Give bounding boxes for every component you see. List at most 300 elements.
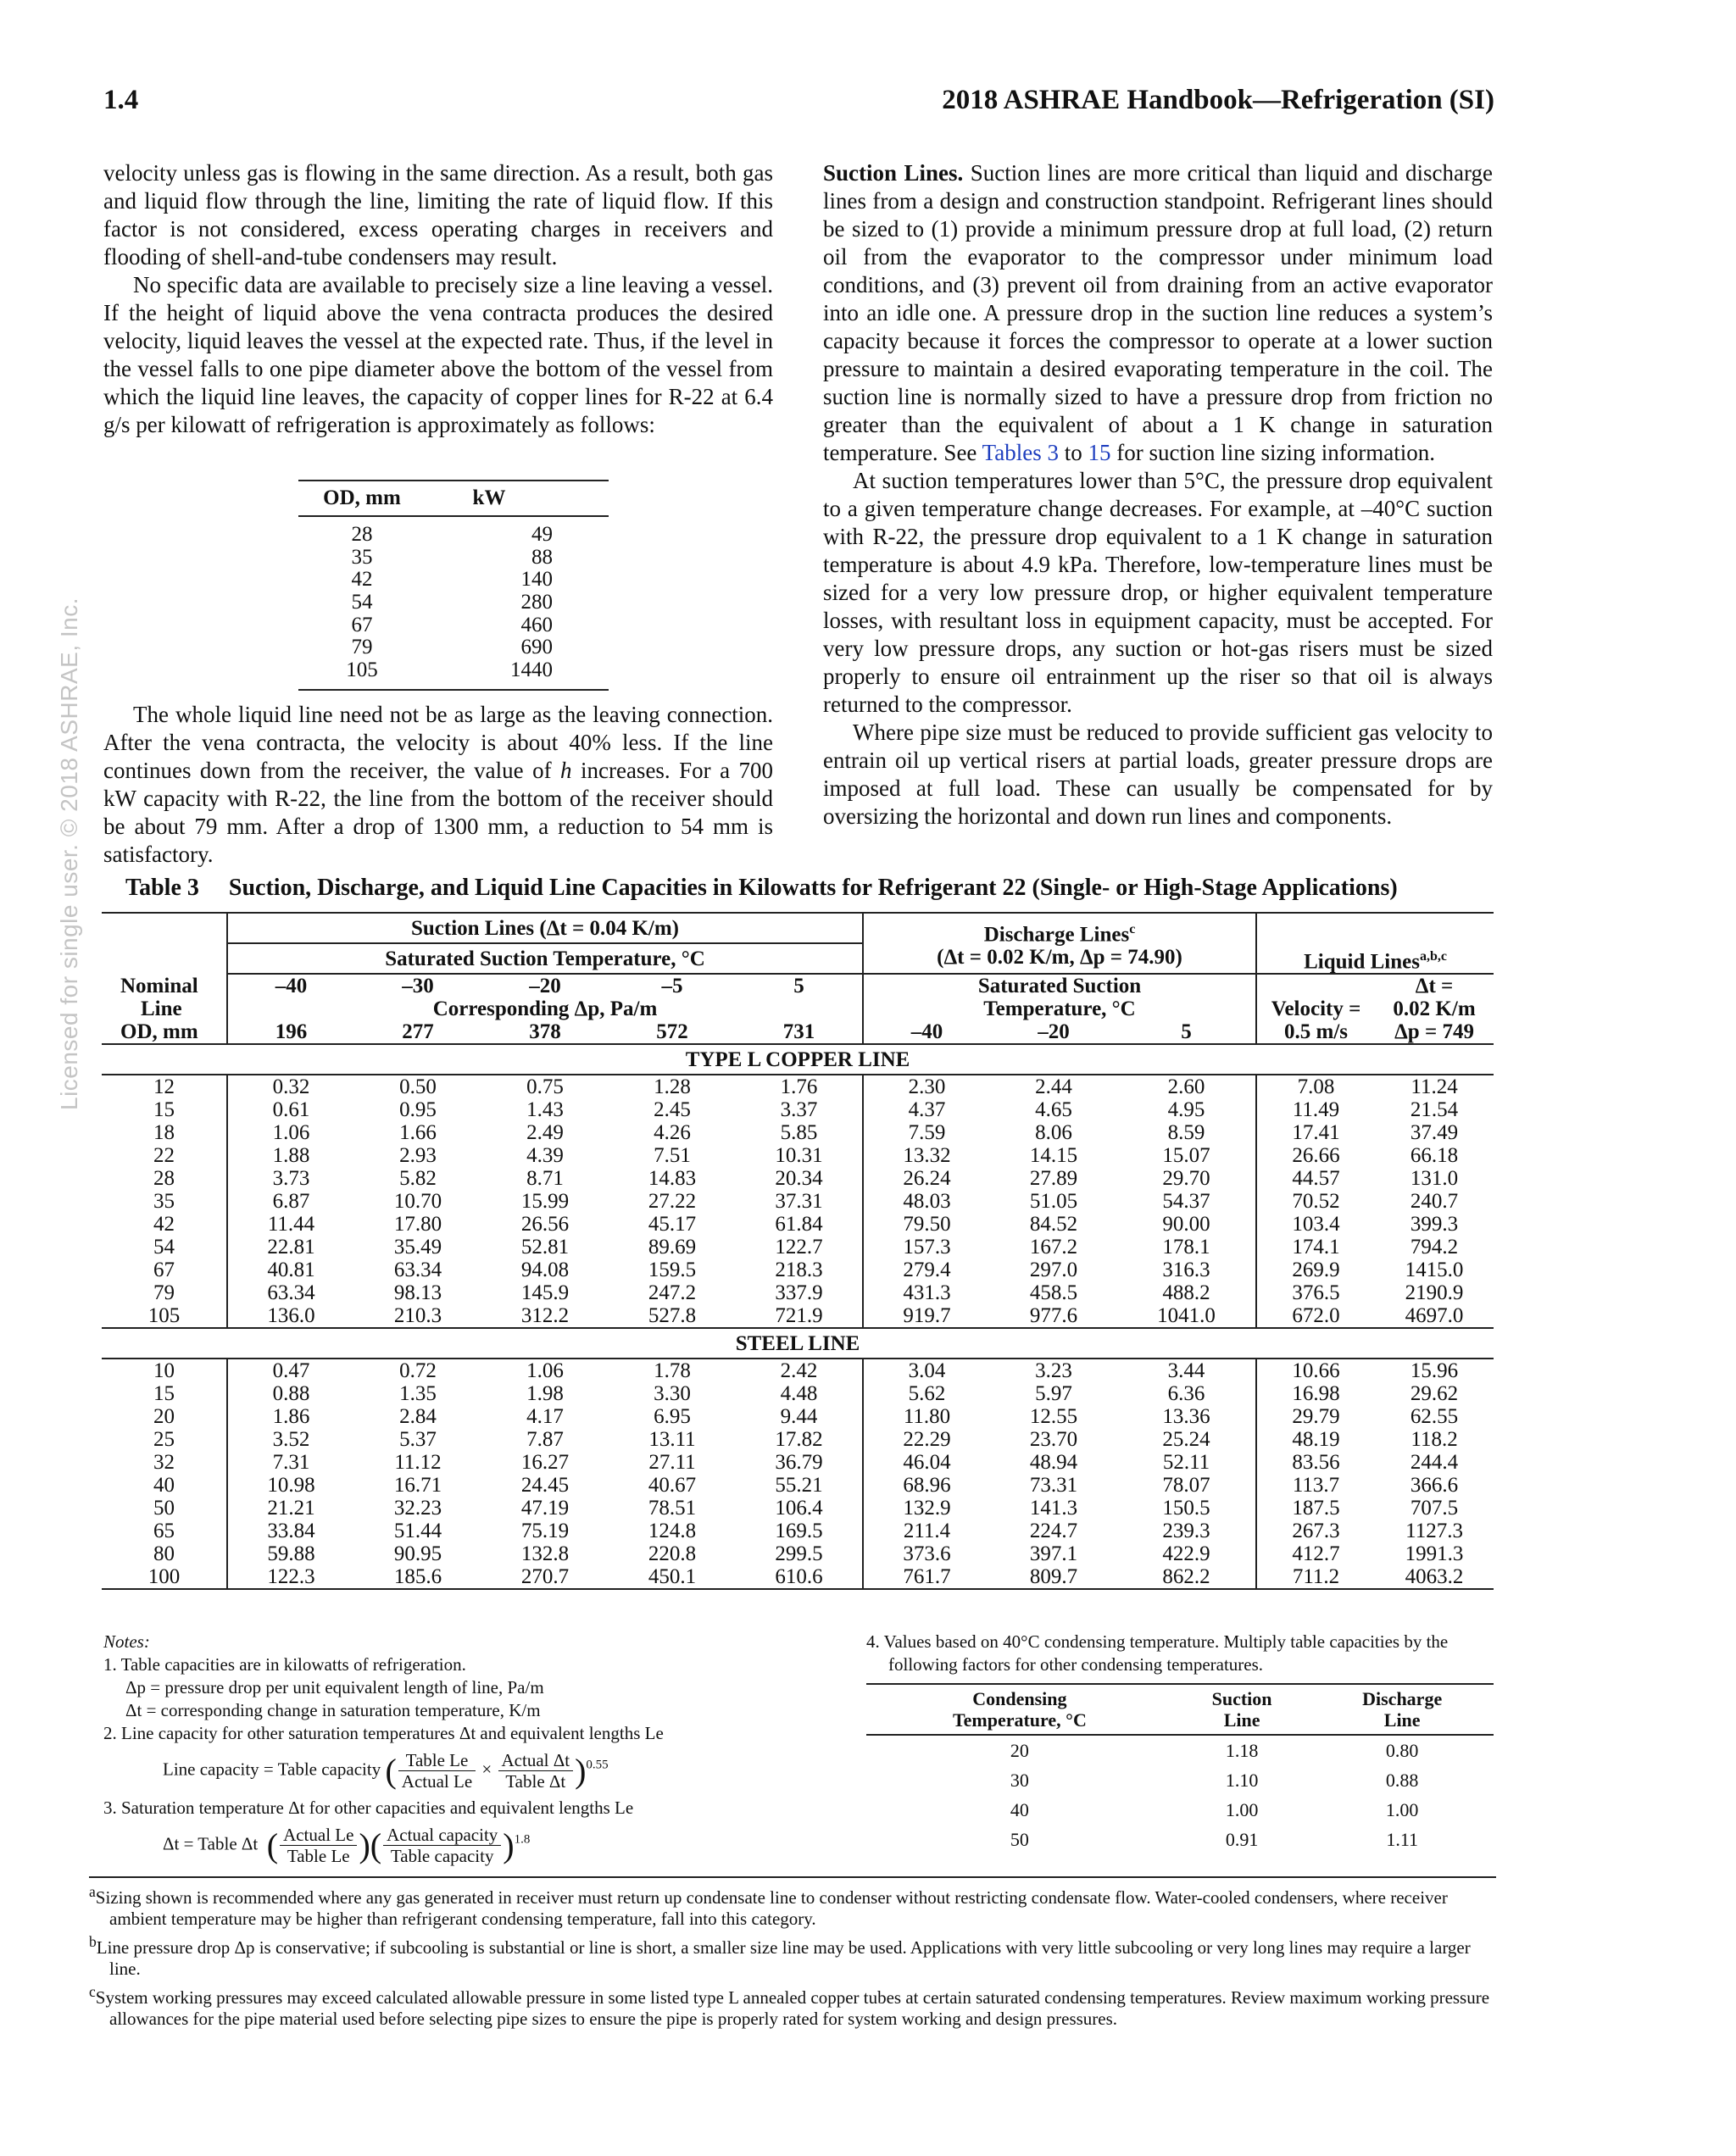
capacity-cell: 94.08 bbox=[520, 1259, 570, 1281]
capacity-table bbox=[102, 912, 1494, 1590]
table-15-link[interactable]: 15 bbox=[1088, 440, 1111, 465]
capacity-cell: 5.62 bbox=[908, 1382, 946, 1405]
capacity-cell: 1.28 bbox=[654, 1075, 691, 1098]
table-caption: Suction, Discharge, and Liquid Line Capacities in Kilowatts for Refrigerant 22 (Single- or High-Stage Applications) bbox=[228, 875, 1398, 901]
capacity-cell: 124.8 bbox=[648, 1520, 697, 1542]
od-mm-label: OD, mm bbox=[120, 1020, 198, 1043]
capacity-cell: 73.31 bbox=[1029, 1474, 1078, 1497]
kw-header: kW bbox=[472, 486, 506, 509]
cond-suction-header: Suction Line bbox=[1211, 1688, 1272, 1731]
capacity-cell: 79.50 bbox=[903, 1213, 951, 1236]
kw-cell: 1440 bbox=[510, 658, 553, 682]
capacity-cell: 210.3 bbox=[354, 1304, 481, 1328]
right-paragraph-2: At suction temperatures lower than 5°C, the pressure drop equivalent to a given temperature change decreases. For example, at –40°C suction with R-22, the pressure drop equivalent to a 1 K change in saturation temperature is about 4.9 kPa. Therefore, low-temperature lines must be sized for a very low pressure drop, or higher equivalent temperature losses, with resultant loss in equipment capacity, must be accepted. For very low pressure drops, any suction or hot-gas risers must be sized properly to ensure oil entrainment up the riser so that oil is always returned to the compressor. bbox=[823, 468, 1493, 717]
capacity-cell: 1.98 bbox=[526, 1382, 564, 1405]
condensing-cell: 1.10 bbox=[1225, 1770, 1259, 1791]
capacity-cell: 13.11 bbox=[648, 1428, 696, 1451]
copper-row bbox=[102, 1281, 1494, 1304]
discharge-sub-label: (Δt = 0.02 K/m, Δp = 74.90) bbox=[937, 946, 1182, 970]
capacity-cell: 707.5 bbox=[1410, 1497, 1459, 1520]
capacity-cell: 106.4 bbox=[736, 1497, 863, 1520]
kw-cell: 690 bbox=[520, 636, 553, 659]
kw-cell: 88 bbox=[531, 545, 553, 569]
capacity-cell: 52.81 bbox=[520, 1236, 570, 1259]
capacity-cell: 27.22 bbox=[648, 1190, 697, 1213]
capacity-cell: 4.37 bbox=[908, 1098, 946, 1121]
capacity-cell: 141.3 bbox=[1029, 1497, 1078, 1520]
f2-exp: 1.8 bbox=[514, 1832, 531, 1847]
suction-temp-3: –20 bbox=[481, 974, 609, 997]
capacity-cell: 16.98 bbox=[1292, 1382, 1340, 1405]
copper-row bbox=[102, 1259, 1494, 1281]
od-kw-row bbox=[298, 659, 609, 682]
capacity-cell: 3.44 bbox=[1117, 1359, 1256, 1382]
capacity-cell: 13.36 bbox=[1117, 1405, 1256, 1428]
capacity-cell: 1.86 bbox=[272, 1405, 310, 1428]
condensing-cell: 1.18 bbox=[1225, 1740, 1259, 1761]
discharge-temp-2: –20 bbox=[1038, 1020, 1070, 1043]
capacity-cell: 1.76 bbox=[736, 1075, 863, 1098]
capacity-cell: 2190.9 bbox=[1405, 1281, 1464, 1304]
od-cell: 79 bbox=[351, 636, 373, 659]
capacity-cell: 24.45 bbox=[520, 1474, 570, 1497]
od-cell: 12 bbox=[102, 1075, 227, 1098]
f1-exp: 0.55 bbox=[586, 1758, 609, 1772]
capacity-cell: 239.3 bbox=[1117, 1520, 1256, 1542]
f1-num1: Table Le bbox=[398, 1750, 476, 1771]
capacity-cell: 8.59 bbox=[1117, 1121, 1256, 1144]
od-cell: 32 bbox=[102, 1451, 227, 1474]
capacity-cell: 63.34 bbox=[267, 1281, 315, 1304]
suction-dp-3: 378 bbox=[529, 1020, 561, 1043]
suction-group-header: Suction Lines (Δt = 0.04 K/m) bbox=[227, 913, 863, 943]
to-word: to bbox=[1064, 440, 1082, 465]
capacity-cell: 169.5 bbox=[736, 1520, 863, 1542]
capacity-cell: 7.08 bbox=[1297, 1075, 1335, 1098]
od-cell: 10 bbox=[102, 1359, 227, 1382]
capacity-cell: 40.67 bbox=[648, 1474, 697, 1497]
capacity-cell: 12.55 bbox=[1029, 1405, 1078, 1428]
capacity-cell: 919.7 bbox=[863, 1304, 990, 1328]
steel-row bbox=[102, 1382, 1494, 1405]
capacity-cell: 4063.2 bbox=[1375, 1565, 1494, 1589]
note-2: 2. Line capacity for other saturation temperatures Δt and equivalent lengths Le bbox=[103, 1723, 664, 1743]
suction-temp-1: –40 bbox=[227, 974, 354, 997]
capacity-cell: 11.24 bbox=[1410, 1075, 1458, 1098]
capacity-cell: 527.8 bbox=[609, 1304, 736, 1328]
capacity-cell: 0.72 bbox=[399, 1359, 437, 1382]
capacity-cell: 240.7 bbox=[1410, 1190, 1459, 1213]
capacity-cell: 0.88 bbox=[272, 1382, 310, 1405]
footnotes bbox=[89, 1876, 1496, 2031]
capacity-cell: 6.95 bbox=[654, 1405, 691, 1428]
condensing-cell: 30 bbox=[1010, 1770, 1029, 1791]
od-cell: 67 bbox=[102, 1259, 227, 1281]
capacity-cell: 3.23 bbox=[1035, 1359, 1072, 1382]
capacity-cell: 10.66 bbox=[1292, 1359, 1340, 1382]
capacity-cell: 26.66 bbox=[1292, 1144, 1340, 1167]
capacity-cell: 2.30 bbox=[908, 1075, 946, 1098]
capacity-cell: 15.96 bbox=[1410, 1359, 1459, 1382]
nominal-label: Nominal bbox=[120, 975, 198, 997]
condensing-cell: 40 bbox=[1010, 1799, 1029, 1820]
capacity-cell: 610.6 bbox=[736, 1565, 863, 1589]
capacity-cell: 1.06 bbox=[526, 1359, 564, 1382]
capacity-cell: 5.97 bbox=[1035, 1382, 1072, 1405]
capacity-cell: 2.93 bbox=[399, 1144, 437, 1167]
capacity-cell: 0.75 bbox=[526, 1075, 564, 1098]
capacity-cell: 6.87 bbox=[272, 1190, 310, 1213]
capacity-cell: 20.34 bbox=[736, 1167, 863, 1190]
capacity-cell: 22.29 bbox=[903, 1428, 951, 1451]
formula-1: Line capacity = Table capacity ( $\frac{\text{Table Le}}{\text{Actual Le}}$ × $\frac{\text{Actual Δt}}{\text{Table Δt}}$ )$^{0.55}$ bbox=[163, 1750, 609, 1792]
capacity-cell: 761.7 bbox=[863, 1565, 990, 1589]
capacity-cell: 46.04 bbox=[903, 1451, 951, 1474]
capacity-cell: 16.27 bbox=[520, 1451, 570, 1474]
steel-row bbox=[102, 1451, 1494, 1474]
left-paragraph-2: No specific data are available to precisely size a line leaving a vessel. If the height of liquid above the vena contracta produces the desired velocity, liquid leaves the vessel at the expected rate. Thus, if the level in the vessel falls to one pipe diameter above the bottom of the vessel from which the liquid line leaves, the capacity of copper lines for R-22 at 6.4 g/s per kilowatt of refrigeration is approximately as follows: bbox=[103, 272, 773, 437]
suction-temp-2: –30 bbox=[354, 974, 481, 997]
capacity-cell: 51.05 bbox=[1029, 1190, 1078, 1213]
capacity-cell: 70.52 bbox=[1292, 1190, 1340, 1213]
capacity-cell: 15.07 bbox=[1117, 1144, 1256, 1167]
suction-dp-4: 572 bbox=[656, 1020, 688, 1043]
capacity-cell: 312.2 bbox=[481, 1304, 609, 1328]
od-cell: 18 bbox=[102, 1121, 227, 1144]
capacity-cell: 711.2 bbox=[1256, 1565, 1375, 1589]
running-title: 2018 ASHRAE Handbook—Refrigeration (SI) bbox=[942, 85, 1494, 115]
capacity-cell: 159.5 bbox=[648, 1259, 697, 1281]
steel-row bbox=[102, 1405, 1494, 1428]
copper-row bbox=[102, 1213, 1494, 1236]
right-paragraph-1 bbox=[823, 159, 1493, 467]
capacity-cell: 1.78 bbox=[654, 1359, 691, 1382]
capacity-cell: 4.39 bbox=[526, 1144, 564, 1167]
notes-title: Notes: bbox=[103, 1631, 150, 1652]
od-cell: 28 bbox=[102, 1167, 227, 1190]
capacity-cell: 11.12 bbox=[394, 1451, 442, 1474]
capacity-cell: 3.37 bbox=[736, 1098, 863, 1121]
capacity-cell: 89.69 bbox=[648, 1236, 697, 1259]
capacity-cell: 672.0 bbox=[1256, 1304, 1375, 1328]
capacity-cell: 1415.0 bbox=[1405, 1259, 1464, 1281]
kw-cell: 49 bbox=[531, 523, 553, 546]
od-cell: 20 bbox=[102, 1405, 227, 1428]
od-cell: 22 bbox=[102, 1144, 227, 1167]
od-cell: 40 bbox=[102, 1474, 227, 1497]
capacity-cell: 17.41 bbox=[1292, 1121, 1340, 1144]
capacity-cell: 7.31 bbox=[272, 1451, 310, 1474]
liquid-group-label: Liquid Lines bbox=[1304, 950, 1420, 973]
capacity-cell: 54.37 bbox=[1117, 1190, 1256, 1213]
table-label: Table 3 bbox=[125, 875, 199, 901]
capacity-cell: 75.19 bbox=[520, 1520, 570, 1542]
f2-den2: Table capacity bbox=[390, 1846, 494, 1866]
capacity-cell: 5.85 bbox=[736, 1121, 863, 1144]
capacity-cell: 63.34 bbox=[393, 1259, 442, 1281]
capacity-cell: 136.0 bbox=[227, 1304, 354, 1328]
copper-row bbox=[102, 1075, 1494, 1098]
capacity-cell: 185.6 bbox=[354, 1565, 481, 1589]
condensing-factor-table bbox=[866, 1683, 1494, 1854]
capacity-cell: 267.3 bbox=[1292, 1520, 1340, 1542]
liquid-group-header bbox=[1256, 913, 1494, 974]
capacity-cell: 399.3 bbox=[1410, 1213, 1459, 1236]
f1-num2: Actual Δt bbox=[498, 1750, 574, 1771]
capacity-cell: 10.70 bbox=[393, 1190, 442, 1213]
capacity-cell: 61.84 bbox=[736, 1213, 863, 1236]
capacity-cell: 48.94 bbox=[1029, 1451, 1078, 1474]
capacity-cell: 1041.0 bbox=[1117, 1304, 1256, 1328]
capacity-cell: 422.9 bbox=[1117, 1542, 1256, 1565]
capacity-cell: 26.24 bbox=[903, 1167, 951, 1190]
copper-row bbox=[102, 1167, 1494, 1190]
condensing-cell: 0.91 bbox=[1225, 1829, 1259, 1850]
suction-text-end: for suction line sizing information. bbox=[1116, 440, 1435, 465]
capacity-cell: 862.2 bbox=[1117, 1565, 1256, 1589]
condensing-row bbox=[866, 1735, 1494, 1765]
capacity-cell: 22.81 bbox=[267, 1236, 315, 1259]
capacity-cell: 5.37 bbox=[399, 1428, 437, 1451]
capacity-cell: 68.96 bbox=[903, 1474, 951, 1497]
capacity-cell: 7.59 bbox=[908, 1121, 946, 1144]
suction-dp-label: Corresponding Δp, Pa/m bbox=[227, 997, 863, 1020]
steel-row bbox=[102, 1359, 1494, 1382]
capacity-cell: 0.61 bbox=[272, 1098, 310, 1121]
note-4: 4. Values based on 40°C condensing temperature. Multiply table capacities by the following factors for other condensing temperatures. bbox=[866, 1631, 1449, 1675]
discharge-temp-label-1: Saturated Suction bbox=[977, 975, 1142, 997]
copper-row bbox=[102, 1236, 1494, 1259]
capacity-cell: 11.49 bbox=[1292, 1098, 1340, 1121]
od-header: OD, mm bbox=[323, 486, 401, 509]
steel-row bbox=[102, 1428, 1494, 1451]
note-3: 3. Saturation temperature Δt for other capacities and equivalent lengths Le bbox=[103, 1798, 634, 1818]
capacity-cell: 13.32 bbox=[903, 1144, 951, 1167]
capacity-cell: 52.11 bbox=[1117, 1451, 1256, 1474]
capacity-cell: 0.50 bbox=[399, 1075, 437, 1098]
capacity-cell: 66.18 bbox=[1410, 1144, 1459, 1167]
suction-text: Suction lines are more critical than liquid and discharge lines from a design and construction standpoint. Refrigerant lines should be sized to (1) provide a minimum pressure drop at full load, (2) return oil from the evaporator to the compressor under minimum load conditions, and (3) prevent oil from draining from an active evaporator into an idle one. A pressure drop in the suction line reduces a system’s capacity because it forces the compressor to operate at a lower suction pressure to maintain a desired evaporating temperature in the coil. The suction line is normally sized to have a pressure drop from friction no greater than the equivalent of about a 1 K change in saturation temperature. See bbox=[823, 160, 1494, 465]
capacity-cell: 103.4 bbox=[1292, 1213, 1340, 1236]
steel-row bbox=[102, 1497, 1494, 1520]
capacity-cell: 51.44 bbox=[393, 1520, 442, 1542]
capacity-cell: 1.43 bbox=[526, 1098, 564, 1121]
capacity-cell: 3.52 bbox=[272, 1428, 310, 1451]
capacity-cell: 2.60 bbox=[1117, 1075, 1256, 1098]
steel-section-label: STEEL LINE bbox=[735, 1331, 860, 1355]
capacity-cell: 1.35 bbox=[399, 1382, 437, 1405]
note-1b: Δt = corresponding change in saturation temperature, K/m bbox=[125, 1700, 541, 1720]
capacity-cell: 1991.3 bbox=[1405, 1542, 1464, 1565]
f2-den1: Table Le bbox=[287, 1846, 350, 1866]
condensing-row bbox=[866, 1825, 1494, 1854]
od-cell: 35 bbox=[351, 545, 373, 569]
capacity-cell: 44.57 bbox=[1292, 1167, 1340, 1190]
od-cell: 100 bbox=[102, 1565, 227, 1589]
capacity-cell: 2.49 bbox=[526, 1121, 564, 1144]
copper-row bbox=[102, 1190, 1494, 1213]
tables-3-link[interactable]: Tables 3 bbox=[982, 440, 1060, 465]
capacity-cell: 59.88 bbox=[267, 1542, 315, 1565]
footnote-c: $^c$System working pressures may exceed calculated allowable pressure in some listed type L annealed copper tubes at certain saturated condensing temperatures. Review maximum working pressure allowances for the pipe material used before selecting pipe sizes to ensure the pipe is properly rated for system working and design pressures. bbox=[89, 1983, 1490, 2029]
right-paragraph-3: Where pipe size must be reduced to provide sufficient gas velocity to entrain oil up vertical risers at partial loads, greater pressure drops are imposed at full load. These can usually be compensated for by oversizing the horizontal and down run lines and components. bbox=[823, 720, 1493, 829]
od-kw-row bbox=[298, 547, 609, 570]
capacity-cell: 1127.3 bbox=[1405, 1520, 1463, 1542]
capacity-cell: 14.83 bbox=[648, 1167, 697, 1190]
capacity-cell: 3.30 bbox=[654, 1382, 691, 1405]
capacity-cell: 122.7 bbox=[736, 1236, 863, 1259]
steel-row bbox=[102, 1520, 1494, 1542]
capacity-cell: 157.3 bbox=[903, 1236, 951, 1259]
footnote-a: $^a$Sizing shown is recommended where any gas generated in receiver must return up condensate line to condenser without restricting condensate flow. Water-cooled condensers, where receiver ambient temperature may be higher than refrigerant condensing temperature, fall into this category. bbox=[89, 1883, 1448, 1929]
cond-discharge-header: Discharge Line bbox=[1362, 1688, 1443, 1731]
kw-cell: 280 bbox=[520, 591, 553, 614]
capacity-cell: 29.70 bbox=[1117, 1167, 1256, 1190]
left-paragraph-3: The whole liquid line need not be as large as the leaving connection. After the vena contracta, the velocity is about 40% less. If the line continues down from the receiver, the value of h increases. For a 700 kW capacity with R-22, the line from the bottom of the receiver should be about 79 mm. After a drop of 1300 mm, a reduction to 54 mm is satisfactory. bbox=[103, 702, 774, 867]
capacity-cell: 721.9 bbox=[736, 1304, 863, 1328]
steel-row bbox=[102, 1565, 1494, 1589]
liquid-dt-header bbox=[1375, 974, 1494, 1044]
dt-value: 0.02 K/m bbox=[1393, 997, 1476, 1020]
discharge-temp-3: 5 bbox=[1117, 1020, 1256, 1044]
od-cell: 65 bbox=[102, 1520, 227, 1542]
capacity-cell: 4697.0 bbox=[1375, 1304, 1494, 1328]
capacity-cell: 37.49 bbox=[1410, 1121, 1459, 1144]
capacity-cell: 2.84 bbox=[399, 1405, 437, 1428]
capacity-cell: 794.2 bbox=[1410, 1236, 1459, 1259]
condensing-row bbox=[866, 1795, 1494, 1825]
copper-row bbox=[102, 1144, 1494, 1167]
od-cell: 50 bbox=[102, 1497, 227, 1520]
capacity-cell: 397.1 bbox=[1029, 1542, 1078, 1565]
table-3-title bbox=[125, 875, 1398, 902]
capacity-cell: 48.03 bbox=[903, 1190, 951, 1213]
page-number: 1.4 bbox=[103, 85, 139, 115]
capacity-cell: 450.1 bbox=[609, 1565, 736, 1589]
left-paragraph-1: velocity unless gas is flowing in the same direction. As a result, both gas and liquid flow through the line, limiting the rate of liquid flow. If this factor is not considered, excess operating charges in receivers and flooding of shell-and-tube condensers may result. bbox=[103, 160, 773, 270]
copper-section-label: TYPE L COPPER LINE bbox=[685, 1047, 910, 1071]
suction-subgroup-header: Saturated Suction Temperature, °C bbox=[227, 943, 863, 974]
capacity-cell: 15.99 bbox=[520, 1190, 570, 1213]
capacity-cell: 279.4 bbox=[903, 1259, 951, 1281]
capacity-cell: 78.07 bbox=[1117, 1474, 1256, 1497]
capacity-cell: 1.06 bbox=[272, 1121, 310, 1144]
capacity-cell: 21.21 bbox=[267, 1497, 315, 1520]
capacity-cell: 145.9 bbox=[520, 1281, 570, 1304]
od-kw-row bbox=[298, 636, 609, 659]
capacity-cell: 2.45 bbox=[654, 1098, 691, 1121]
capacity-cell: 11.44 bbox=[267, 1213, 315, 1236]
capacity-cell: 3.04 bbox=[908, 1359, 946, 1382]
capacity-cell: 431.3 bbox=[903, 1281, 951, 1304]
note-1: 1. Table capacities are in kilowatts of refrigeration. bbox=[103, 1654, 466, 1675]
condensing-cell: 1.11 bbox=[1386, 1829, 1419, 1850]
capacity-cell: 37.31 bbox=[736, 1190, 863, 1213]
discharge-sup: c bbox=[1129, 921, 1136, 936]
capacity-cell: 977.6 bbox=[990, 1304, 1117, 1328]
steel-row bbox=[102, 1474, 1494, 1497]
capacity-cell: 297.0 bbox=[1029, 1259, 1078, 1281]
capacity-cell: 2.44 bbox=[1035, 1075, 1072, 1098]
od-kw-row bbox=[298, 524, 609, 547]
capacity-cell: 150.5 bbox=[1117, 1497, 1256, 1520]
capacity-cell: 90.95 bbox=[393, 1542, 442, 1565]
capacity-cell: 118.2 bbox=[1410, 1428, 1458, 1451]
capacity-cell: 2.42 bbox=[736, 1359, 863, 1382]
capacity-cell: 7.51 bbox=[654, 1144, 691, 1167]
capacity-cell: 244.4 bbox=[1410, 1451, 1459, 1474]
f2-lhs: Δt = Table Δt bbox=[163, 1833, 259, 1854]
capacity-cell: 8.06 bbox=[1035, 1121, 1072, 1144]
capacity-cell: 5.82 bbox=[399, 1167, 437, 1190]
od-cell: 79 bbox=[102, 1281, 227, 1304]
capacity-cell: 337.9 bbox=[736, 1281, 863, 1304]
velocity-label: Velocity = bbox=[1271, 997, 1361, 1020]
copper-row bbox=[102, 1304, 1494, 1328]
capacity-cell: 4.48 bbox=[736, 1382, 863, 1405]
capacity-cell: 247.2 bbox=[648, 1281, 697, 1304]
od-cell: 105 bbox=[102, 1304, 227, 1328]
capacity-cell: 122.3 bbox=[227, 1565, 354, 1589]
capacity-cell: 35.49 bbox=[393, 1236, 442, 1259]
capacity-cell: 27.89 bbox=[1029, 1167, 1078, 1190]
capacity-cell: 224.7 bbox=[1029, 1520, 1078, 1542]
capacity-cell: 131.0 bbox=[1410, 1167, 1459, 1190]
capacity-cell: 220.8 bbox=[648, 1542, 697, 1565]
capacity-cell: 0.47 bbox=[272, 1359, 310, 1382]
capacity-cell: 47.19 bbox=[520, 1497, 570, 1520]
suction-lines-heading: Suction Lines. bbox=[823, 160, 964, 186]
capacity-cell: 3.73 bbox=[272, 1167, 310, 1190]
suction-dp-5: 731 bbox=[736, 1020, 863, 1044]
capacity-cell: 187.5 bbox=[1292, 1497, 1340, 1520]
capacity-cell: 809.7 bbox=[990, 1565, 1117, 1589]
condensing-cell: 50 bbox=[1010, 1829, 1029, 1850]
footnote-a-text: Sizing shown is recommended where any gas generated in receiver must return up condensate line to condenser without restricting condensate flow. Water-cooled condensers, where receiver ambient temperature may be higher than refrigerant condensing temperature, fall into this category. bbox=[95, 1887, 1448, 1929]
capacity-cell: 9.44 bbox=[736, 1405, 863, 1428]
liquid-velocity-header bbox=[1256, 974, 1375, 1044]
capacity-cell: 11.80 bbox=[903, 1405, 951, 1428]
discharge-group-label: Discharge Lines bbox=[983, 923, 1130, 947]
line-label: Line bbox=[141, 997, 182, 1020]
od-cell: 15 bbox=[102, 1098, 227, 1121]
suction-dp-2: 277 bbox=[402, 1020, 434, 1043]
capacity-cell: 1.66 bbox=[399, 1121, 437, 1144]
liquid-sup: a,b,c bbox=[1419, 948, 1447, 964]
capacity-cell: 299.5 bbox=[736, 1542, 863, 1565]
capacity-cell: 1.88 bbox=[272, 1144, 310, 1167]
dp-value: Δp = 749 bbox=[1394, 1020, 1474, 1043]
od-cell: 35 bbox=[102, 1190, 227, 1213]
capacity-cell: 36.79 bbox=[736, 1451, 863, 1474]
od-kw-row bbox=[298, 614, 609, 637]
dt-label: Δt = bbox=[1415, 975, 1454, 997]
capacity-cell: 4.26 bbox=[654, 1121, 691, 1144]
capacity-cell: 0.32 bbox=[272, 1075, 310, 1098]
footnote-c-text: System working pressures may exceed calculated allowable pressure in some listed type L annealed copper tubes at certain saturated condensing temperatures. Review maximum working pressure allowances for the pipe material used before selecting pipe sizes to ensure the pipe is properly rated for system working and design pressures. bbox=[95, 1987, 1490, 2029]
capacity-cell: 10.98 bbox=[267, 1474, 315, 1497]
capacity-cell: 48.19 bbox=[1292, 1428, 1340, 1451]
od-cell: 15 bbox=[102, 1382, 227, 1405]
condensing-cell: 20 bbox=[1010, 1740, 1029, 1761]
left-column bbox=[103, 159, 773, 439]
capacity-cell: 7.87 bbox=[526, 1428, 564, 1451]
od-kw-table bbox=[298, 480, 609, 691]
capacity-cell: 376.5 bbox=[1292, 1281, 1340, 1304]
f2-num2: Actual capacity bbox=[383, 1825, 501, 1846]
condensing-cell: 1.00 bbox=[1385, 1799, 1419, 1820]
footnote-b-text: Line pressure drop Δp is conservative; if subcooling is substantial or line is short, a smaller size line may be used. Applications with very little subcooling or very long lines may require a larger line. bbox=[96, 1937, 1471, 1979]
